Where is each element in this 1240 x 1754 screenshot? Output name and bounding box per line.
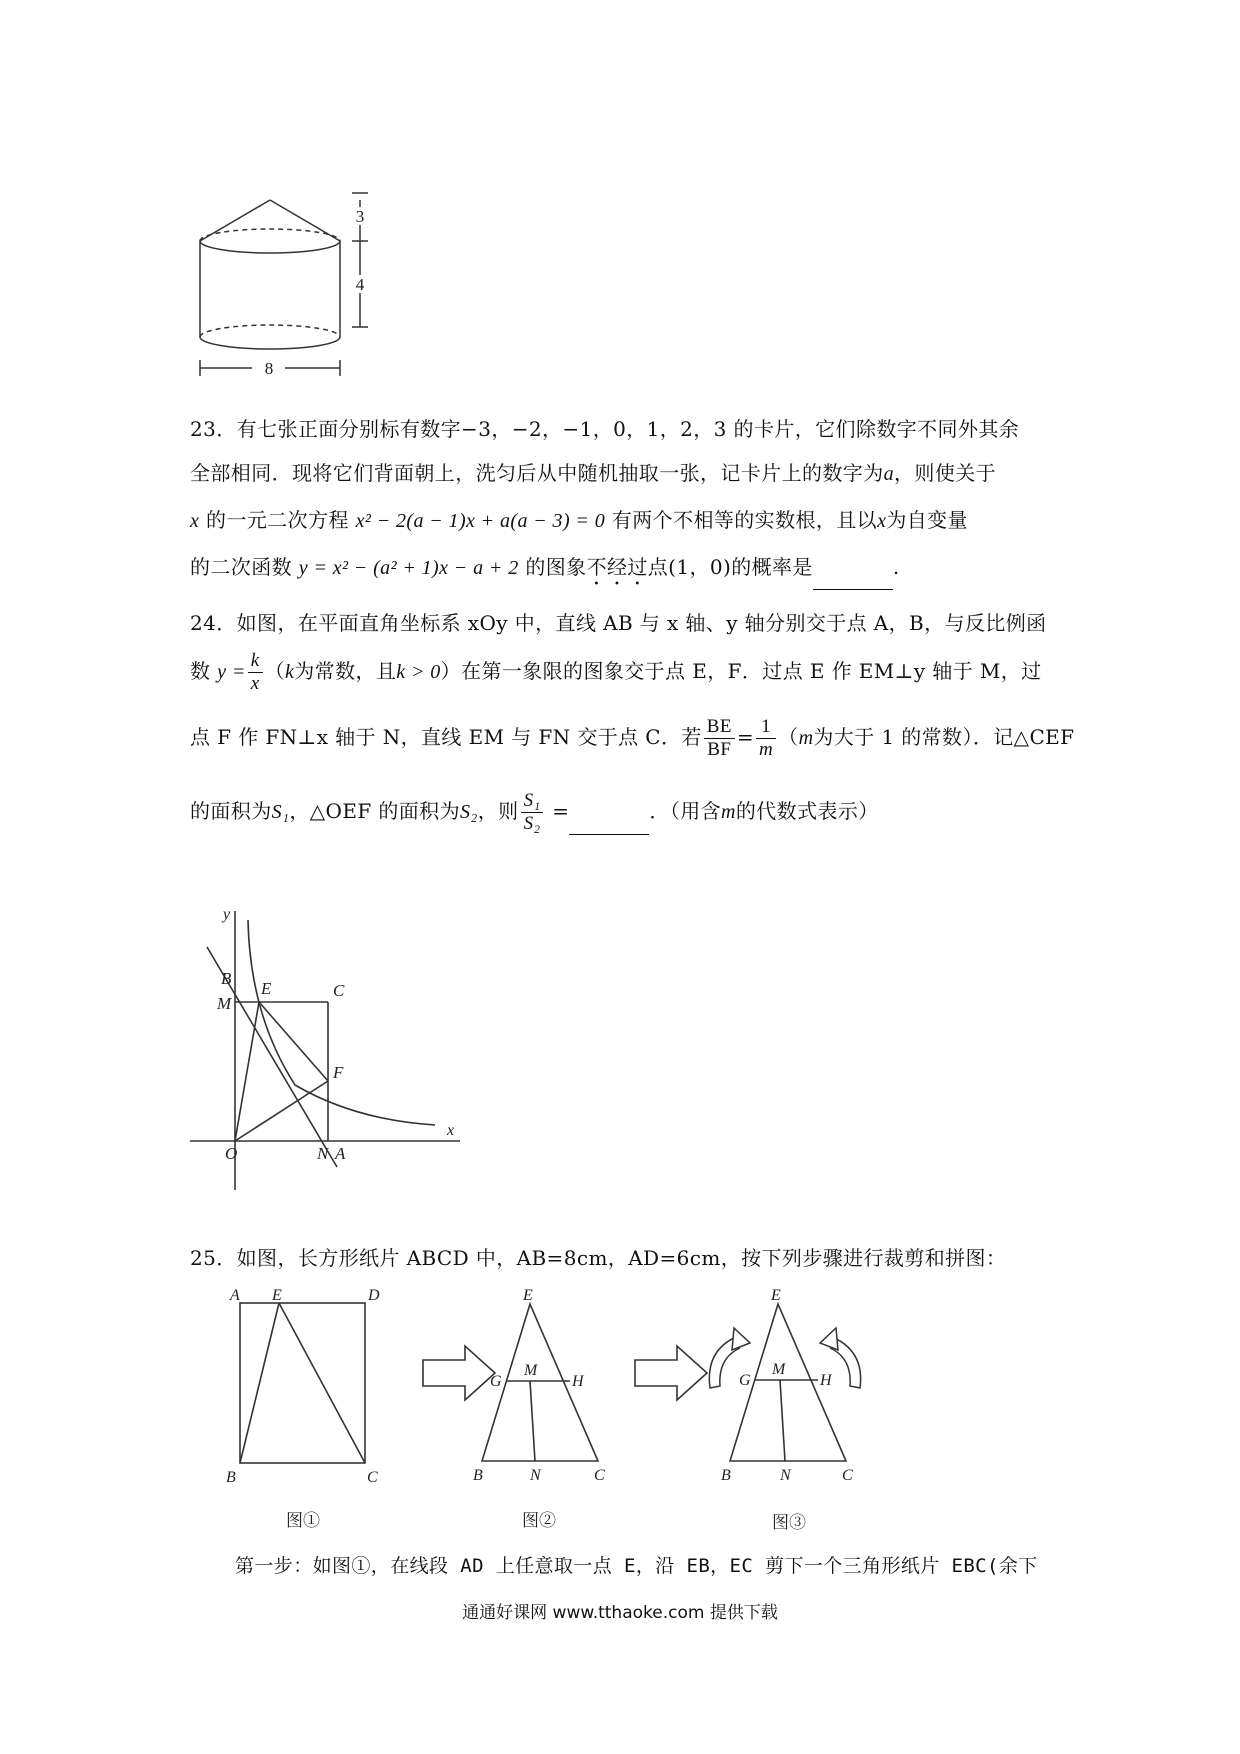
fig2-caption: 图② [522, 1511, 556, 1530]
dim-width-label: 8 [264, 359, 274, 378]
fraction-numerator: BE [704, 716, 735, 739]
arrow-right-icon [423, 1346, 495, 1400]
fraction-numerator: k [248, 650, 263, 673]
fig1-point-e: E [272, 1287, 282, 1304]
point-c-label: C [333, 981, 345, 1000]
fig1-point-d: D [368, 1287, 380, 1304]
q24-text: （ [778, 724, 799, 749]
q24-text: （ [264, 658, 285, 683]
axis-y-label: y [223, 906, 231, 923]
q24-var-k: k [285, 660, 295, 683]
point-e-label: E [261, 979, 272, 998]
fig3-point-m: M [772, 1361, 786, 1378]
fig2-point-b: B [473, 1467, 483, 1484]
q24-be-over-bf [704, 716, 735, 761]
q23-var-x: x [190, 510, 200, 532]
q24-text: 为常数，且 [294, 658, 397, 683]
fig3-point-g: G [739, 1372, 751, 1389]
q24-var-m: m [721, 800, 736, 823]
axis-x-label: x [447, 1122, 455, 1139]
q24-condition: k > 0 [396, 660, 441, 683]
q23-quadratic-equation: x² − 2(a − 1)x + a(a − 3) = 0 [355, 510, 606, 532]
q24-var-m: m [798, 726, 814, 749]
q24-text: ）在第一象限的图象交于点 E，F．过点 E 作 EM⊥y 轴于 M，过 [440, 658, 1042, 683]
q24-line-4 [190, 790, 879, 835]
coordinate-figure [185, 905, 470, 1195]
fraction-denominator: x [250, 672, 260, 694]
fig3-point-h: H [820, 1372, 832, 1389]
fig2-point-h: H [572, 1373, 584, 1390]
fig3-point-b: B [721, 1467, 731, 1484]
fig3-caption: 图③ [772, 1513, 806, 1532]
fig3-point-e: E [771, 1287, 781, 1304]
point-f-label: F [333, 1063, 344, 1082]
q23-text: ，则使关于 [894, 461, 997, 485]
q23-line-2 [190, 458, 996, 489]
fraction-denominator: S₂ [523, 812, 541, 834]
point-b-label: B [221, 969, 232, 988]
cone-cylinder-figure [190, 185, 400, 390]
q23-emphasis-text: 不经过 [586, 555, 648, 579]
q24-function-lhs: y = [217, 660, 246, 683]
q24-text: = [552, 798, 570, 823]
fig2-point-m: M [524, 1362, 538, 1379]
q23-line-4 [190, 552, 900, 590]
q24-k-over-x [248, 650, 263, 695]
q25-step-1: 第一步：如图①，在线段 AD 上任意取一点 E，沿 EB，EC 剪下一个三角形纸片 EBC(余下 [235, 1555, 1038, 1577]
q24-text: = [736, 724, 755, 749]
q24-text: 的面积为 [190, 798, 272, 823]
fig3-point-n: N [780, 1467, 791, 1484]
fraction-numerator: 1 [756, 716, 776, 739]
point-o-label: O [225, 1144, 238, 1163]
fig1-point-b: B [226, 1469, 236, 1486]
q23-text: 全部相同．现将它们背面朝上，洗匀后从中随机抽取一张，记卡片上的数字为 [190, 461, 884, 485]
dim-side-label: 4 [355, 275, 365, 294]
q23-line-1: 23．有七张正面分别标有数字−3，−2，−1，0，1，2，3 的卡片，它们除数字不同外其余 [190, 417, 1020, 441]
q23-text: 为自变量 [886, 508, 968, 532]
fraction-numerator: S₁ [521, 790, 544, 813]
q24-line-1: 24．如图，在平面直角坐标系 xOy 中，直线 AB 与 x 轴、y 轴分别交于点 A，B，与反比例函 [190, 611, 1047, 635]
q23-var-a: a [883, 463, 895, 485]
fraction-denominator: BF [707, 738, 732, 760]
fraction-denominator: m [759, 738, 774, 760]
point-n-label: N [317, 1144, 329, 1163]
fig3-point-c: C [842, 1467, 853, 1484]
q24-text: ，则 [477, 798, 519, 823]
q23-quadratic-function: y = x² − (a² + 1)x − a + 2 [298, 557, 519, 579]
q23-answer-blank[interactable] [813, 567, 893, 590]
q23-line-3 [190, 505, 968, 536]
q23-text: 的二次函数 [190, 555, 292, 579]
fig2-point-e: E [523, 1287, 533, 1304]
q23-text: 点(1，0)的概率是 [647, 555, 813, 579]
q24-text: 的代数式表示） [735, 798, 879, 823]
page-footer: 通通好课网 www.tthaoke.com 提供下载 [462, 1603, 778, 1623]
q23-text: . [892, 555, 900, 579]
q24-text: 点 F 作 FN⊥x 轴于 N，直线 EM 与 FN 交于点 C．若 [190, 724, 702, 749]
q24-line-2 [190, 650, 1042, 695]
q23-text: 有两个不相等的实数根，且以 [611, 508, 878, 532]
fig2-point-g: G [490, 1373, 502, 1390]
q25-line-1: 25．如图，长方形纸片 ABCD 中，AB=8cm，AD=6cm，按下列步骤进行裁剪和拼图： [190, 1246, 1007, 1270]
q24-text: ．（用含 [649, 798, 722, 823]
q23-var-x: x [877, 510, 887, 532]
q23-text: 的图象 [525, 555, 587, 579]
q24-text: 数 [190, 658, 211, 683]
q24-one-over-m [756, 716, 776, 761]
q24-text: ，△OEF 的面积为 [289, 798, 460, 823]
q23-text: 的一元二次方程 [206, 508, 349, 532]
q24-var-s2: S₂ [460, 800, 478, 823]
arrow-right-icon [635, 1346, 707, 1400]
fig1-point-a: A [230, 1287, 240, 1304]
steps-figure [190, 1288, 1090, 1548]
q24-s1-over-s2 [521, 790, 544, 835]
point-m-label: M [217, 994, 232, 1013]
fig1-caption: 图① [286, 1511, 320, 1530]
fig2-point-n: N [530, 1467, 541, 1484]
fig1-point-c: C [367, 1469, 378, 1486]
q24-text: 为大于 1 的常数）．记△CEF [813, 724, 1075, 749]
fig2-point-c: C [594, 1467, 605, 1484]
q24-var-s1: S₁ [271, 800, 290, 823]
dim-top-label: 3 [355, 207, 365, 226]
q24-line-3 [190, 716, 1074, 761]
point-a-label: A [335, 1144, 346, 1163]
q24-answer-blank[interactable] [569, 812, 649, 835]
